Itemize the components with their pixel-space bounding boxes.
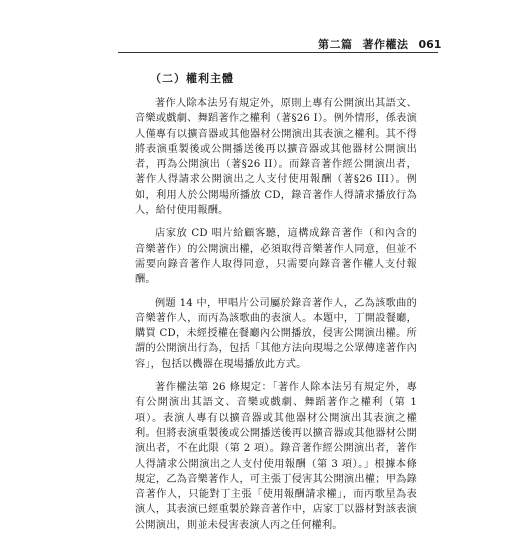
paragraph: 著作權法第 26 條規定：「著作人除本法另有規定外，專有公開演出其語文、音樂或戲劇、舞蹈著作之權利（第 1 項）。表演人專有以擴音器或其他器材公開演出其表演之權利。但將表演重製後或公開播送後再以擴音器或其他器材公開演出者，不在此限（第 2 項）。錄音著作經公開演出者，著作人得請求公開演出之人支付使用報酬（第 3 項）。」根據本條規定，乙為音樂著作人，可主張丁侵害其公開演出權；甲為錄音著作人，只能對丁主張「使用報酬請求權」，而丙歌星為表演人，其表演已經重製於錄音著作中，店家丁以器材對該表演公開演出，則並未侵害表演人丙之任何權利。 xyxy=(135,382,417,531)
page-number: 061 xyxy=(418,37,442,51)
header-label xyxy=(318,36,409,52)
chapter-label: 第二篇 xyxy=(318,38,353,51)
section-heading: （二）權利主體 xyxy=(150,72,234,85)
running-header xyxy=(318,36,441,52)
paragraph: 例題 14 中，甲唱片公司屬於錄音著作人，乙為該歌曲的音樂著作人，而丙為該歌曲的表演人。本題中，丁開設餐廳，購買 CD，未經授權在餐廳內公開播放，侵害公開演出權。所謂的公開演出行為，包括「其他方法向現場之公眾傳達著作內容」，包括以機器在現場播放此方式。 xyxy=(135,297,417,370)
chapter-title: 著作權法 xyxy=(362,38,409,51)
header-rule xyxy=(118,52,438,53)
paragraph: 店家放 CD 唱片給顧客聽，這構成錄音著作（和內含的音樂著作）的公開演出權，必須取得音樂著作人同意，但並不需要向錄音著作人取得同意，只需要向錄音著作權人支付報酬。 xyxy=(135,228,417,286)
paragraph: 著作人除本法另有規定外，原則上專有公開演出其語文、音樂或戲劇、舞蹈著作之權利（著§26 I）。例外情形，係表演人僅專有以擴音器或其他器材公開演出其表演之權利。其不得將表演重製後或公開播送後再以擴音器或其他器材公開演出者，再為公開演出（著§26 II）。而錄音著作經公開演出者，著作人得請求公開演出之人支付使用報酬（著§26 III）。例如，利用人於公開場所播放 CD，錄音著作人得請求播放行為人，給付使用報酬。 xyxy=(135,98,417,217)
body-text xyxy=(135,96,417,541)
